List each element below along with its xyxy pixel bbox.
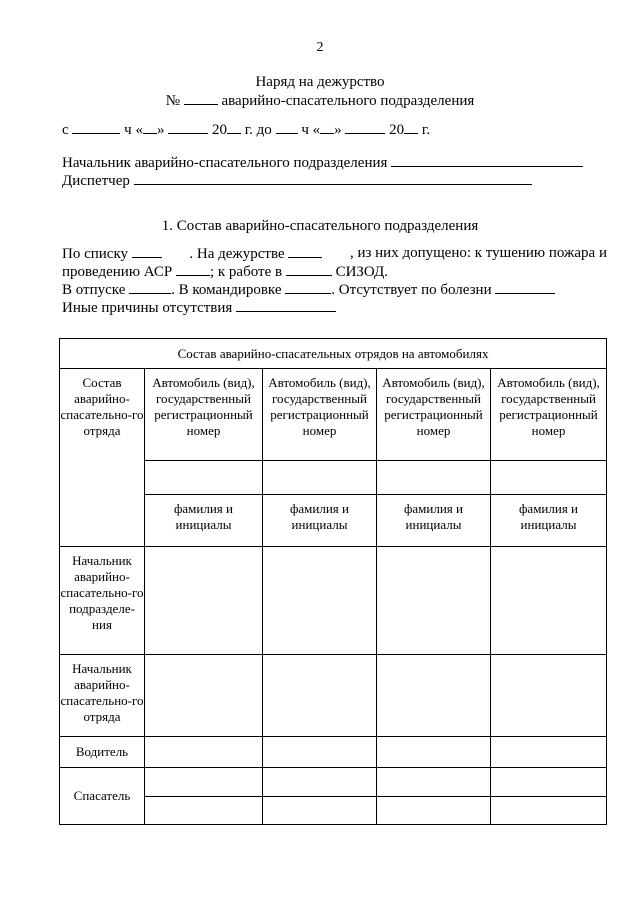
from-day-blank[interactable] [143,121,157,134]
vehicle-cell-1[interactable] [145,461,263,495]
page-number: 2 [316,40,324,55]
cell[interactable] [377,655,491,737]
to-day-blank[interactable] [320,121,334,134]
by-list-blank[interactable] [132,245,162,258]
cell[interactable] [377,797,491,825]
composition-line3: В отпуске . В командировке . Отсутствует по болезни [62,281,555,299]
composition-line2: проведению АСР ; к работе в СИЗОД. [62,264,388,280]
to-hour-blank[interactable] [276,121,298,134]
chief-blank[interactable] [391,154,583,167]
name-header-3: фамилия и инициалы [377,495,491,547]
row-label-team-chief: Начальник аварийно-спасательно-го отряда [60,655,145,737]
title-number-sign: № [165,93,181,109]
vehicle-header-1: Автомобиль (вид), государственный регистрационный номер [145,369,263,461]
cell[interactable] [263,797,377,825]
cell[interactable] [145,655,263,737]
row-label-unit-chief: Начальник аварийно-спасательно-го подразделе-ния [60,547,145,655]
cell[interactable] [491,655,607,737]
dispatcher-label: Диспетчер [62,173,130,189]
cell[interactable] [145,737,263,768]
composition-line1: По списку . На дежурстве , из них допущено: к тушению пожара и [62,245,607,262]
name-header-2: фамилия и инициалы [263,495,377,547]
cell[interactable] [145,797,263,825]
team-header: Состав аварийно-спасательно-го отряда [60,369,145,547]
chief-line [62,154,583,172]
dispatcher-blank[interactable] [134,172,532,185]
vehicle-header-2: Автомобиль (вид), государственный регистрационный номер [263,369,377,461]
cell[interactable] [491,797,607,825]
to-month-blank[interactable] [345,121,385,134]
cell[interactable] [377,737,491,768]
asr-blank[interactable] [176,263,210,276]
vehicle-cell-2[interactable] [263,461,377,495]
name-header-1: фамилия и инициалы [145,495,263,547]
composition-line4: Иные причины отсутствия [62,299,336,317]
table-caption: Состав аварийно-спасательных отрядов на автомобилях [60,339,607,369]
vacation-blank[interactable] [129,281,171,294]
doc-title-line2 [0,92,640,110]
cell[interactable] [145,768,263,797]
title-number-blank[interactable] [184,92,218,105]
cell[interactable] [491,737,607,768]
vehicle-header-4: Автомобиль (вид), государственный регистрационный номер [491,369,607,461]
title-unit-label: аварийно-спасательного подразделения [221,93,475,109]
cell[interactable] [263,768,377,797]
crews-table [59,338,607,825]
name-header-4: фамилия и инициалы [491,495,607,547]
row-label-driver: Водитель [60,737,145,768]
cell[interactable] [491,768,607,797]
trip-blank[interactable] [285,281,331,294]
cell[interactable] [263,547,377,655]
cell[interactable] [263,655,377,737]
cell[interactable] [145,547,263,655]
vehicle-cell-4[interactable] [491,461,607,495]
vehicle-header-3: Автомобиль (вид), государственный регистрационный номер [377,369,491,461]
from-month-blank[interactable] [168,121,208,134]
chief-label: Начальник аварийно-спасательного подразделения [62,155,388,171]
cell[interactable] [377,547,491,655]
doc-title-line1: Наряд на дежурство [255,74,385,90]
from-hour-blank[interactable] [72,121,120,134]
to-year-blank[interactable] [404,121,418,134]
sick-blank[interactable] [495,281,555,294]
section1-title: 1. Состав аварийно-спасательного подразделения [161,218,479,234]
duty-period-line: с ч « » 20 г. до ч « » 20 г. [62,122,431,138]
on-duty-blank[interactable] [288,245,322,258]
vehicle-cell-3[interactable] [377,461,491,495]
cell[interactable] [491,547,607,655]
sizod-blank[interactable] [286,263,332,276]
row-label-rescuer: Спасатель [60,768,145,825]
cell[interactable] [377,768,491,797]
other-reasons-blank[interactable] [236,299,336,312]
cell[interactable] [263,737,377,768]
from-year-blank[interactable] [227,121,241,134]
dispatcher-line [62,172,532,190]
